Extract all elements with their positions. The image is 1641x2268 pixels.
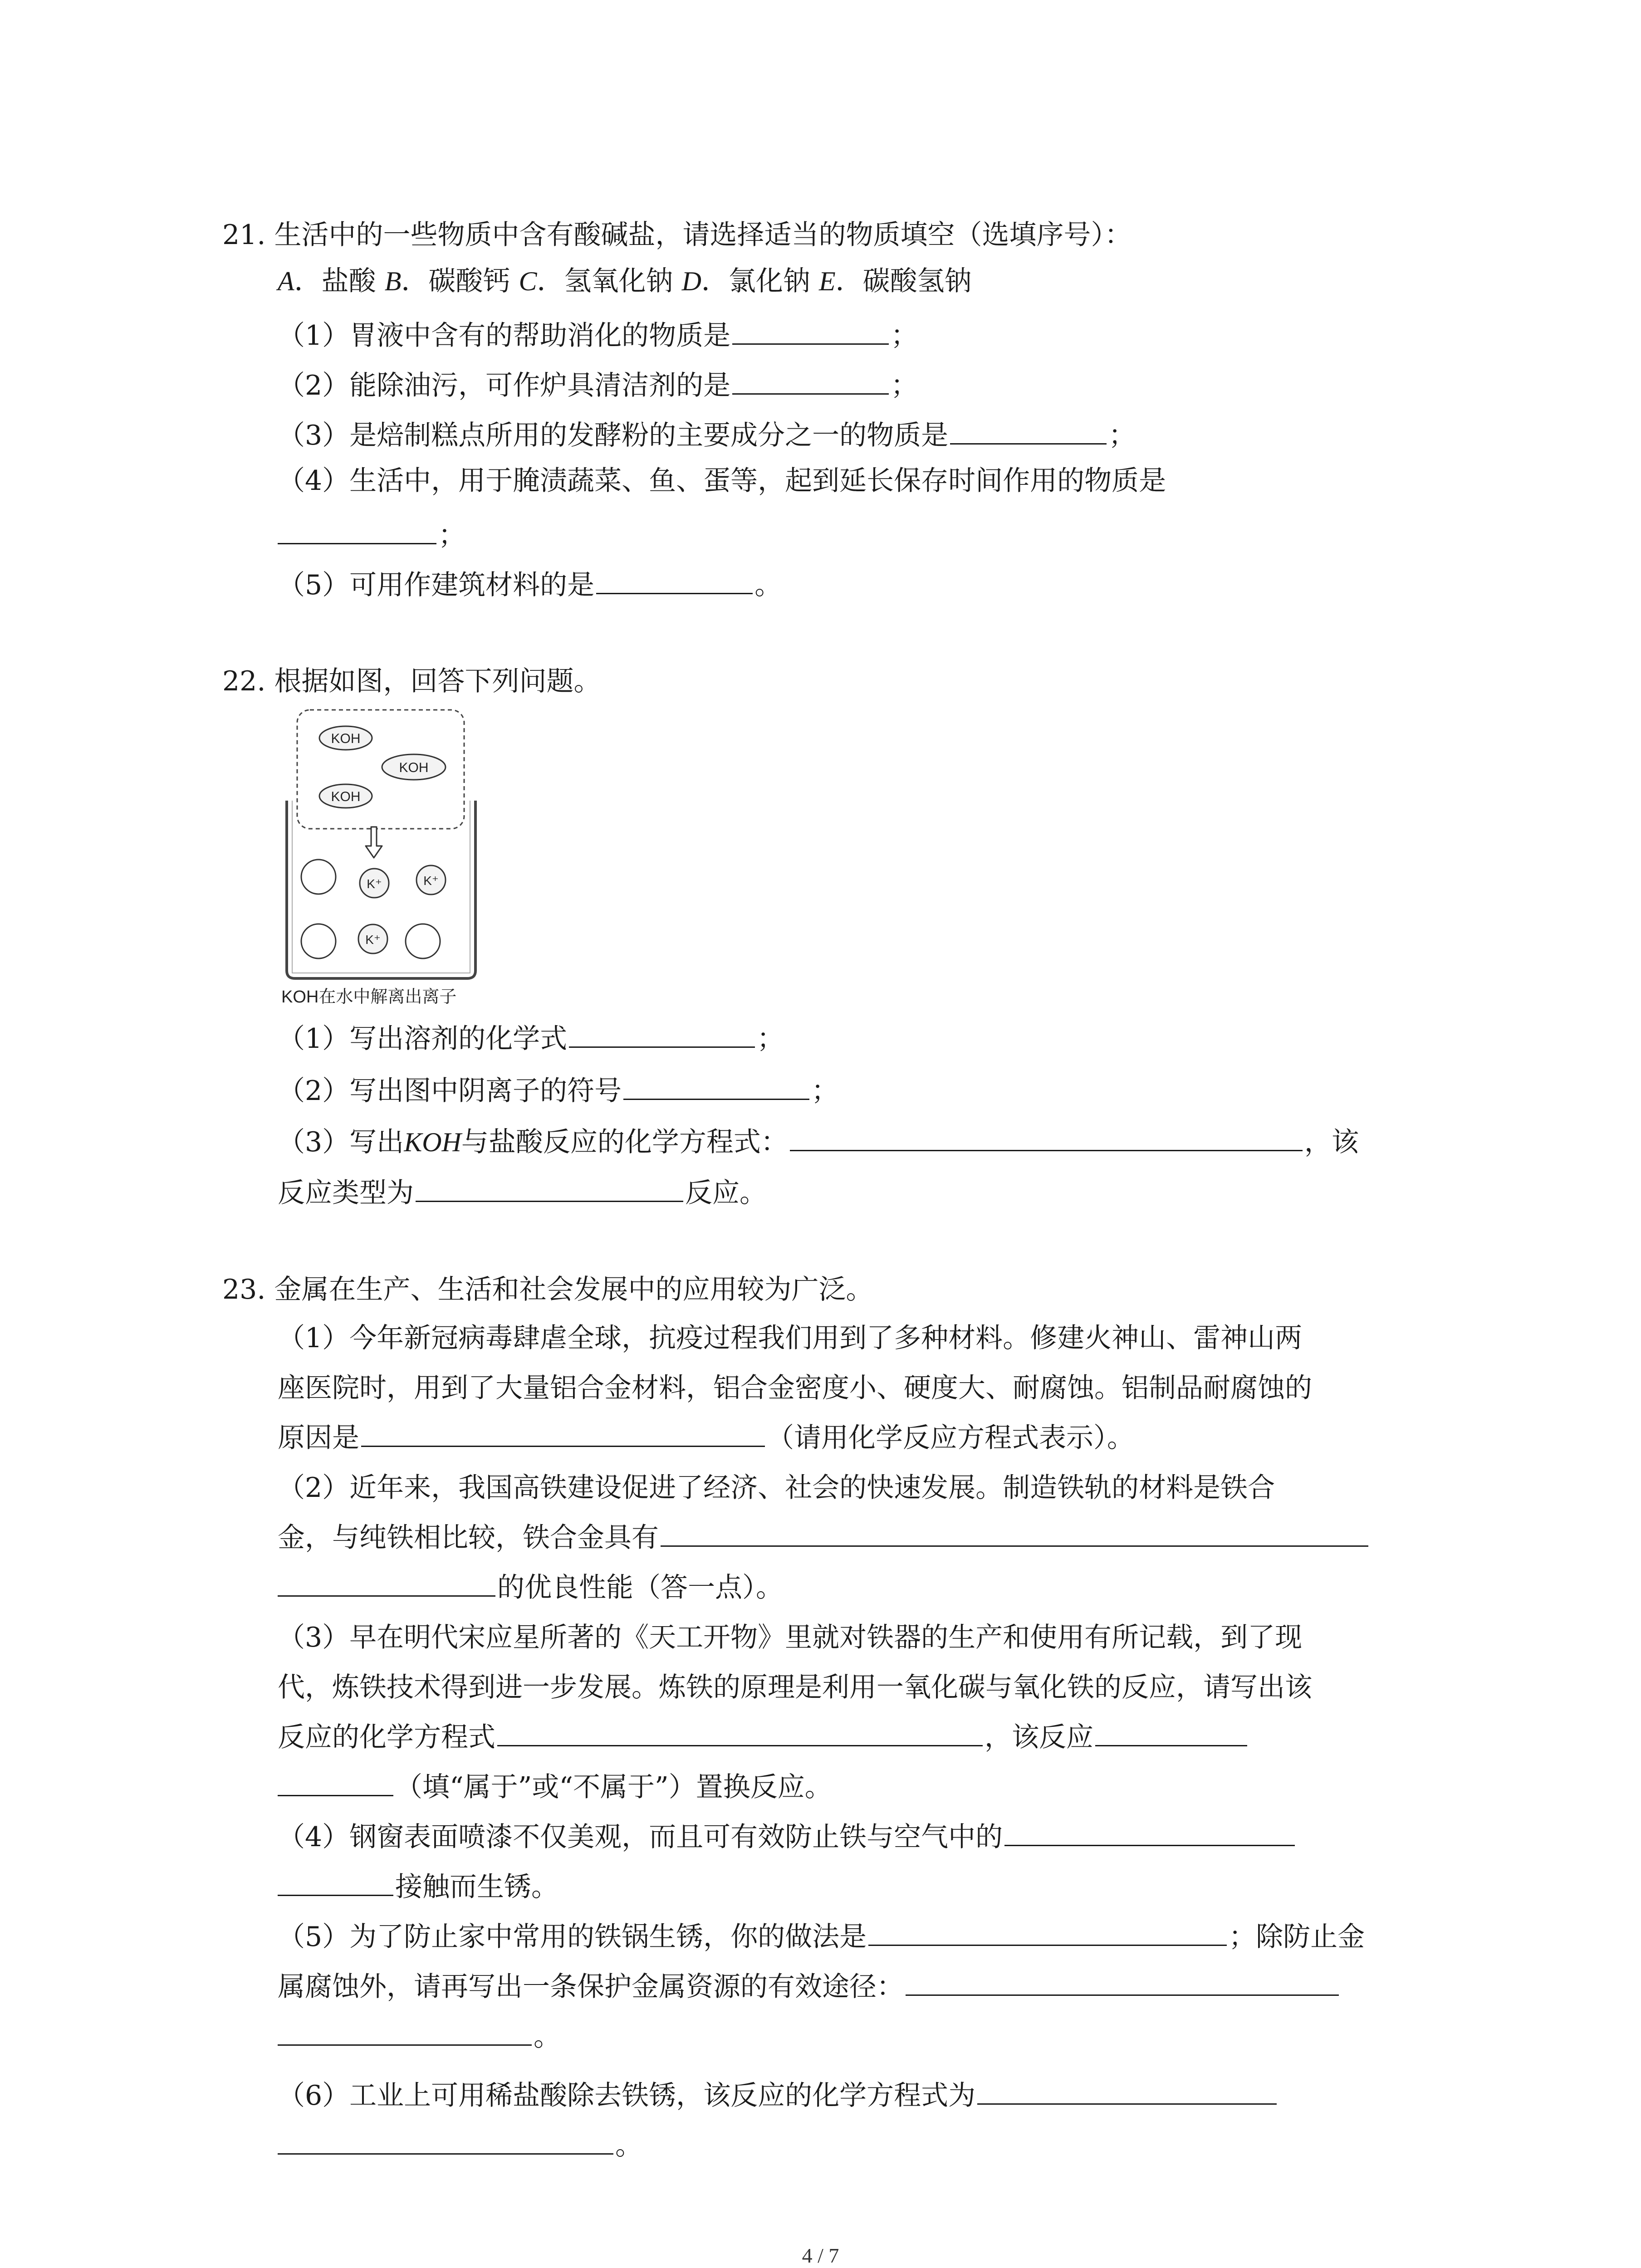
q23-blank-4b[interactable]	[278, 1869, 393, 1896]
q23-blank-5b[interactable]	[906, 1969, 1339, 1996]
q23-blank-4a[interactable]	[1004, 1819, 1295, 1846]
koh-molecule	[319, 726, 372, 750]
q23-part2: （2）近年来，我国高铁建设促进了经济、社会的快速发展。制造铁轨的材料是铁合	[278, 1472, 1275, 1504]
koh-molecule	[382, 754, 446, 780]
q21-part4-cont: ；	[278, 517, 465, 553]
q23-heading: 23. 金属在生产、生活和社会发展中的应用较为广泛。	[222, 1274, 873, 1305]
q22-blank-3[interactable]	[790, 1124, 1303, 1151]
q23-blank-3c[interactable]	[278, 1769, 393, 1796]
svg-text:KOH: KOH	[399, 760, 429, 775]
svg-text:KOH: KOH	[331, 789, 361, 804]
q22-part3: （3）写出KOH与盐酸反应的化学方程式： ，该	[278, 1124, 1359, 1160]
q23-part1-l2: 座医院时，用到了大量铝合金材料，铝合金密度小、硬度大、耐腐蚀。铝制品耐腐蚀的	[278, 1372, 1312, 1404]
water-molecule	[301, 860, 336, 894]
q23-part2-l3: 的优良性能（答一点）。	[278, 1569, 783, 1606]
down-arrow-icon	[366, 827, 382, 858]
q23-blank-2a[interactable]	[661, 1520, 1368, 1547]
q21-part2: （2）能除油污，可作炉具清洁剂的是 ；	[278, 367, 918, 404]
potassium-ion	[358, 924, 387, 953]
q22-blank-4[interactable]	[416, 1175, 683, 1202]
q21-blank-3[interactable]	[950, 418, 1107, 445]
q21-part3: （3）是焙制糕点所用的发酵粉的主要成分之一的物质是 ；	[278, 417, 1136, 454]
q23-part6-l2: 。	[278, 2127, 642, 2164]
potassium-ion	[416, 865, 446, 894]
q22-blank-2[interactable]	[623, 1073, 809, 1100]
water-molecule	[301, 924, 336, 958]
q23-part3-l3: 反应的化学方程式 ，该反应	[278, 1719, 1249, 1755]
q22-part2: （2）写出图中阴离子的符号 ；	[278, 1073, 838, 1109]
q21-part1: （1）胃液中含有的帮助消化的物质是 ；	[278, 318, 918, 354]
q23-part5-l3: 。	[278, 2019, 561, 2055]
q23-part6: （6）工业上可用稀盐酸除去铁锈，该反应的化学方程式为	[278, 2077, 1279, 2114]
q21-heading: 21. 生活中的一些物质中含有酸碱盐，请选择适当的物质填空（选填序号）：	[222, 219, 1132, 251]
q23-part5-l2: 属腐蚀外，请再写出一条保护金属资源的有效途径：	[278, 1969, 1341, 2005]
q21-blank-4[interactable]	[278, 518, 436, 544]
q23-blank-3a[interactable]	[497, 1720, 983, 1746]
q23-part3-l4: （填“属于”或“不属于”）置换反应。	[278, 1769, 832, 1805]
figure-caption: KOH在水中解离出离子	[281, 987, 457, 1007]
q21-part5: （5）可用作建筑材料的是 。	[278, 567, 782, 603]
q23-blank-5a[interactable]	[868, 1919, 1227, 1946]
q21-options: A．盐酸 B．碳酸钙 C．氢氧化钠 D．氯化钠 E．碳酸氢钠	[278, 265, 972, 297]
potassium-ion	[360, 869, 389, 898]
q23-blank-5c[interactable]	[278, 2019, 532, 2046]
q22-blank-1[interactable]	[569, 1021, 755, 1048]
q21-blank-2[interactable]	[732, 368, 889, 395]
q23-blank-6a[interactable]	[977, 2078, 1277, 2105]
q21-blank-1[interactable]	[732, 318, 889, 345]
q23-part3-l2: 代，炼铁技术得到进一步发展。炼铁的原理是利用一氧化碳与氧化铁的反应，请写出该	[278, 1672, 1312, 1703]
page-number: 4 / 7	[802, 2244, 839, 2267]
svg-text:KOH: KOH	[331, 731, 361, 746]
koh-dissociation-figure	[277, 705, 495, 1012]
svg-text:K⁺: K⁺	[367, 877, 382, 891]
q23-part4-l2: 接触而生锈。	[278, 1869, 558, 1905]
q23-part3: （3）早在明代宋应星所著的《天工开物》里就对铁器的生产和使用有所记载，到了现	[278, 1622, 1303, 1653]
svg-text:K⁺: K⁺	[423, 874, 439, 888]
q23-part5: （5）为了防止家中常用的铁锅生锈，你的做法是 ；除防止金	[278, 1919, 1365, 1955]
q22-part1: （1）写出溶剂的化学式 ；	[278, 1021, 784, 1057]
q23-blank-1[interactable]	[361, 1420, 765, 1447]
q21-part4: （4）生活中，用于腌渍蔬菜、鱼、蛋等，起到延长保存时间作用的物质是	[278, 465, 1166, 497]
q23-part4: （4）钢窗表面喷漆不仅美观，而且可有效防止铁与空气中的	[278, 1819, 1297, 1855]
q23-part1: （1）今年新冠病毒肆虐全球，抗疫过程我们用到了多种材料。修建火神山、雷神山两	[278, 1322, 1303, 1354]
q23-blank-2b[interactable]	[278, 1570, 495, 1597]
q21-blank-5[interactable]	[596, 567, 753, 594]
q23-part2-l2: 金，与纯铁相比较，铁合金具有	[278, 1520, 1370, 1556]
water-molecule	[406, 924, 440, 958]
q22-part3-cont: 反应类型为 反应。	[278, 1175, 767, 1211]
svg-text:K⁺: K⁺	[365, 933, 381, 947]
koh-molecule	[319, 784, 372, 808]
q22-heading: 22. 根据如图，回答下列问题。	[222, 665, 601, 697]
q23-part1-l3: 原因是 （请用化学反应方程式表示）。	[278, 1420, 1134, 1456]
q23-blank-3b[interactable]	[1095, 1720, 1247, 1746]
q23-blank-6b[interactable]	[278, 2128, 613, 2155]
